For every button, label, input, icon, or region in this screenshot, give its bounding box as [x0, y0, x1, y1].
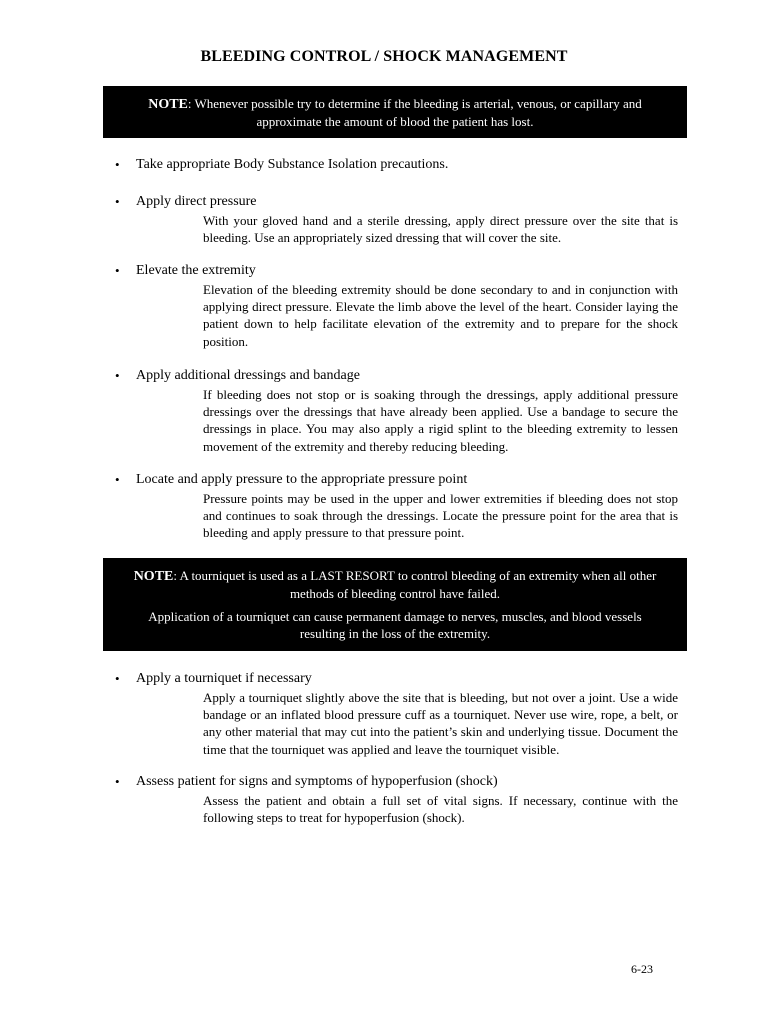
item-description: Assess the patient and obtain a full set of vital signs. If necessary, continue with the following steps to treat for hypoperfusion (shock).	[203, 793, 678, 826]
bullet-icon: •	[115, 472, 120, 487]
item-heading: Apply additional dressings and bandage	[136, 368, 360, 383]
note-paragraph	[133, 95, 657, 130]
bullet-icon: •	[115, 774, 120, 789]
item-description: With your gloved hand and a sterile dressing, apply direct pressure over the site that is bleeding. Use an appropriately sized dressing that will cover the site.	[203, 213, 678, 246]
item-description: Elevation of the bleeding extremity should be done secondary to and in conjunction with applying direct pressure. Elevate the limb above the level of the heart. Consider laying the patient down to help facilitate elevation of the extremity and to prepare for the shock position.	[203, 282, 678, 349]
page-title: BLEEDING CONTROL / SHOCK MANAGEMENT	[200, 48, 568, 65]
bullet-icon: •	[115, 671, 120, 686]
item-heading: Assess patient for signs and symptoms of hypoperfusion (shock)	[136, 774, 498, 789]
note-text: : A tourniquet is used as a LAST RESORT to control bleeding of an extremity when all other methods of bleeding control have failed.	[173, 568, 657, 601]
item-description: Apply a tourniquet slightly above the site that is bleeding, but not over a joint. Use a wide bandage or an inflated blood pressure cuff as a tourniquet. Never use wire, rope, a belt, or any other material that may cut into the patient’s skin and underlying tissue. Document the time that the tourniquet was applied and leave the tourniquet visible.	[203, 690, 678, 757]
item-heading: Apply a tourniquet if necessary	[136, 671, 312, 686]
item-heading: Elevate the extremity	[136, 263, 256, 278]
item-description: Pressure points may be used in the upper and lower extremities if bleeding does not stop and continues to soak through the dressings. Locate the pressure point for the area that is bleeding and apply pressure to that pressure point.	[203, 491, 678, 541]
note-box-tourniquet	[103, 558, 687, 651]
item-heading: Apply direct pressure	[136, 194, 257, 209]
item-heading: Locate and apply pressure to the appropriate pressure point	[136, 472, 468, 487]
page-number: 6-23	[631, 962, 653, 976]
note-paragraph-2: Application of a tourniquet can cause permanent damage to nerves, muscles, and blood vessels resulting in the loss of the extremity.	[148, 609, 642, 641]
bullet-icon: •	[115, 263, 120, 278]
note-label: NOTE	[148, 97, 188, 112]
item-description: If bleeding does not stop or is soaking through the dressings, apply additional pressure dressings over the dressings that have already been applied. Use a bandage to secure the dressings in place. You may also apply a rigid splint to the bleeding extremity to lessen movement of the extremity and thereby reducing bleeding.	[203, 387, 678, 454]
bullet-icon: •	[115, 368, 120, 383]
item-heading: Take appropriate Body Substance Isolation precautions.	[136, 157, 449, 172]
note-text: : Whenever possible try to determine if the bleeding is arterial, venous, or capillary and approximate the amount of blood the patient has lost.	[187, 96, 642, 129]
bullet-icon: •	[115, 157, 120, 172]
note-box-blood-loss	[103, 86, 687, 138]
note-label: NOTE	[133, 569, 174, 584]
bullet-icon: •	[115, 194, 120, 209]
note-paragraph	[133, 567, 657, 602]
